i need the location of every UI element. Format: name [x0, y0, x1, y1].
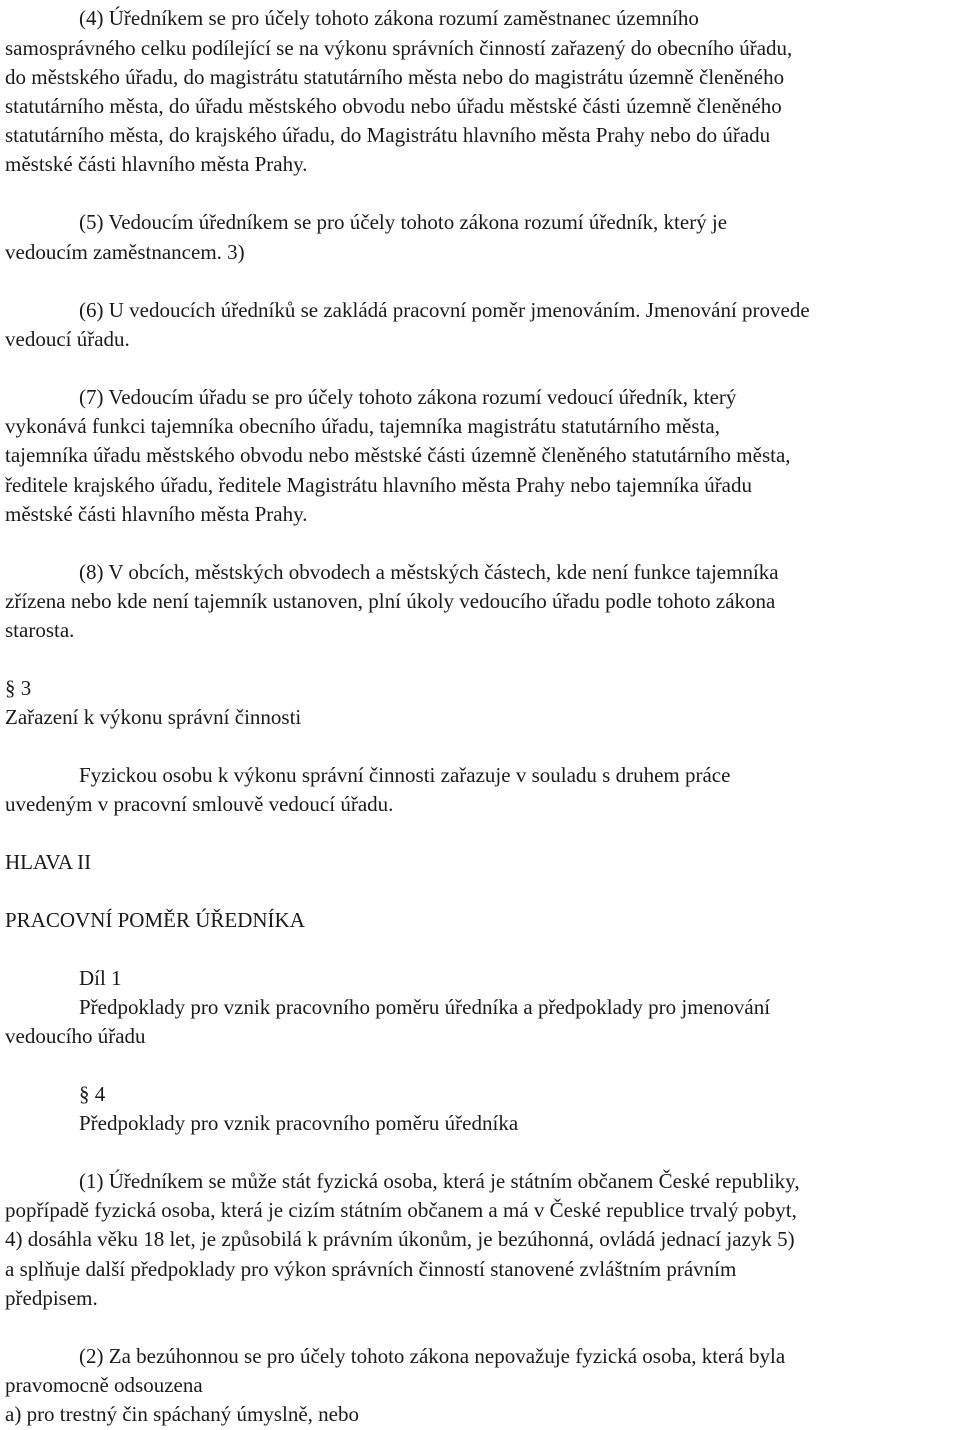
chapter-heading: HLAVA II: [5, 850, 92, 874]
section-4-para-1-line-4: a splňuje další předpoklady pro výkon správních činností stanovené zvláštním právním: [5, 1257, 737, 1281]
paragraph-7-line-5: městské části hlavního města Prahy.: [5, 502, 308, 526]
section-4-para-1-line-3: 4) dosáhla věku 18 let, je způsobilá k právním úkonům, je bezúhonná, ovládá jednací jazyk 5): [5, 1227, 795, 1251]
part-title-line-2: vedoucího úřadu: [5, 1024, 146, 1048]
paragraph-7-line-3: tajemníka úřadu městského obvodu nebo městské části územně členěného statutárního města,: [5, 443, 791, 467]
section-3-number: § 3: [5, 676, 32, 700]
section-3-title: Zařazení k výkonu správní činnosti: [5, 705, 302, 729]
paragraph-4-line-6: městské části hlavního města Prahy.: [5, 152, 308, 176]
section-4-para-2-line-1: (2) Za bezúhonnou se pro účely tohoto zákona nepovažuje fyzická osoba, která byla: [79, 1344, 786, 1368]
paragraph-6-line-1: (6) U vedoucích úředníků se zakládá pracovní poměr jmenováním. Jmenování provede: [79, 298, 810, 322]
section-4-para-2-item-a: a) pro trestný čin spáchaný úmyslně, nebo: [5, 1402, 359, 1426]
part-title-line-1: Předpoklady pro vznik pracovního poměru úředníka a předpoklady pro jmenování: [79, 995, 771, 1019]
paragraph-5-line-1: (5) Vedoucím úředníkem se pro účely tohoto zákona rozumí úředník, který je: [79, 210, 728, 234]
paragraph-4-line-1: (4) Úředníkem se pro účely tohoto zákona rozumí zaměstnanec územního: [79, 6, 699, 30]
section-4-para-1-line-5: předpisem.: [5, 1286, 98, 1310]
paragraph-7-line-2: vykonává funkci tajemníka obecního úřadu, tajemníka magistrátu statutárního města,: [5, 414, 720, 438]
paragraph-4-line-3: do městského úřadu, do magistrátu statutárního města nebo do magistrátu územně členěného: [5, 65, 785, 89]
paragraph-4-line-5: statutárního města, do krajského úřadu, do Magistrátu hlavního města Prahy nebo do úřadu: [5, 123, 771, 147]
section-4-title: Předpoklady pro vznik pracovního poměru úředníka: [79, 1111, 519, 1135]
paragraph-7-line-4: ředitele krajského úřadu, ředitele Magistrátu hlavního města Prahy nebo tajemníka úřadu: [5, 473, 753, 497]
paragraph-8-line-2: zřízena nebo kde není tajemník ustanoven, plní úkoly vedoucího úřadu podle tohoto zákona: [5, 589, 776, 613]
chapter-title: PRACOVNÍ POMĚR ÚŘEDNÍKA: [5, 908, 305, 932]
section-3-text-line-2: uvedeným v pracovní smlouvě vedoucí úřadu.: [5, 792, 394, 816]
section-4-para-1-line-2: popřípadě fyzická osoba, která je cizím státním občanem a má v České republice trvalý pobyt,: [5, 1198, 797, 1222]
paragraph-4-line-4: statutárního města, do úřadu městského obvodu nebo úřadu městské části územně členěného: [5, 94, 782, 118]
part-heading: Díl 1: [79, 966, 122, 990]
section-3-text-line-1: Fyzickou osobu k výkonu správní činnosti zařazuje v souladu s druhem práce: [79, 763, 731, 787]
section-4-para-2-line-2: pravomocně odsouzena: [5, 1373, 203, 1397]
paragraph-5-line-2: vedoucím zaměstnancem. 3): [5, 240, 245, 264]
section-4-number: § 4: [79, 1082, 106, 1106]
section-4-para-1-line-1: (1) Úředníkem se může stát fyzická osoba, která je státním občanem České republiky,: [79, 1169, 800, 1193]
paragraph-7-line-1: (7) Vedoucím úřadu se pro účely tohoto zákona rozumí vedoucí úředník, který: [79, 385, 737, 409]
paragraph-8-line-3: starosta.: [5, 618, 75, 642]
paragraph-6-line-2: vedoucí úřadu.: [5, 327, 130, 351]
paragraph-4-line-2: samosprávného celku podílející se na výkonu správních činností zařazený do obecního úřadu,: [5, 36, 793, 60]
paragraph-8-line-1: (8) V obcích, městských obvodech a městských částech, kde není funkce tajemníka: [79, 560, 779, 584]
